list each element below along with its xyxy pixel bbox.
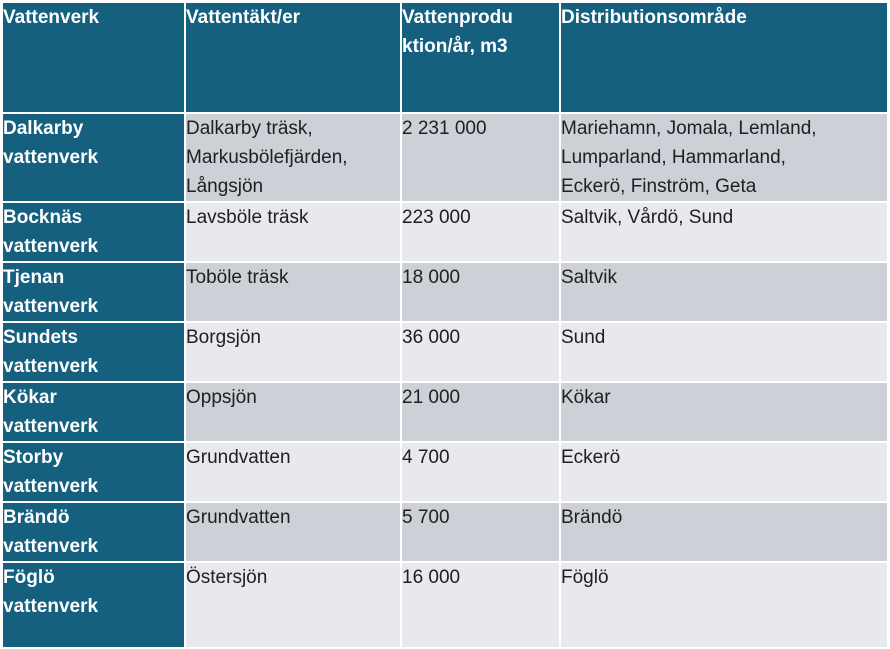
area-text: Lumparland, Hammarland, (561, 147, 786, 168)
plant-suffix: vattenverk (3, 356, 99, 377)
plant-name: Kökar (3, 387, 57, 408)
production-cell (402, 383, 559, 441)
plant-name-cell (3, 443, 184, 501)
area-cell (561, 383, 887, 441)
plant-name-cell (3, 503, 184, 561)
water-plants-table (1, 1, 889, 649)
plant-suffix: vattenverk (3, 596, 99, 617)
source-cell (186, 563, 400, 647)
plant-suffix: vattenverk (3, 236, 99, 257)
plant-name: Föglö (3, 567, 55, 588)
area-cell (561, 263, 887, 321)
plant-name-cell (3, 563, 184, 647)
production-value: 4 700 (402, 447, 450, 468)
production-cell (402, 263, 559, 321)
plant-name-cell (3, 203, 184, 261)
plant-suffix: vattenverk (3, 147, 99, 168)
area-cell (561, 443, 887, 501)
source-text: Östersjön (186, 567, 268, 588)
plant-suffix: vattenverk (3, 416, 99, 437)
plant-name-cell (3, 323, 184, 381)
source-cell (186, 263, 400, 321)
source-cell (186, 443, 400, 501)
area-text: Saltvik, Vårdö, Sund (561, 207, 734, 228)
area-cell (561, 503, 887, 561)
production-value: 2 231 000 (402, 118, 487, 139)
production-value: 18 000 (402, 267, 461, 288)
plant-name: Dalkarby (3, 118, 84, 139)
production-cell (402, 323, 559, 381)
production-cell (402, 203, 559, 261)
source-text: Markusbölefjärden, (186, 147, 348, 168)
table-row (3, 263, 887, 321)
source-text: Långsjön (186, 176, 264, 197)
table-row (3, 563, 887, 647)
source-text: Grundvatten (186, 447, 291, 468)
plant-name: Sundets (3, 327, 78, 348)
plant-name-cell (3, 263, 184, 321)
source-text: Oppsjön (186, 387, 257, 408)
table-row (3, 443, 887, 501)
source-text: Dalkarby träsk, (186, 118, 313, 139)
area-text: Brändö (561, 507, 623, 528)
plant-name: Storby (3, 447, 64, 468)
production-cell (402, 443, 559, 501)
area-text: Eckerö, Finström, Geta (561, 176, 757, 197)
area-text: Saltvik (561, 267, 617, 288)
source-text: Toböle träsk (186, 267, 289, 288)
production-cell (402, 114, 559, 201)
source-text: Lavsböle träsk (186, 207, 309, 228)
table-row (3, 503, 887, 561)
source-cell (186, 114, 400, 201)
plant-name: Brändö (3, 507, 70, 528)
source-cell (186, 383, 400, 441)
source-cell (186, 203, 400, 261)
production-value: 223 000 (402, 207, 471, 228)
header-vattentakt: Vattentäkt/er (186, 3, 400, 112)
area-cell (561, 114, 887, 201)
area-cell (561, 563, 887, 647)
production-value: 16 000 (402, 567, 461, 588)
source-cell (186, 503, 400, 561)
area-text: Sund (561, 327, 606, 348)
area-text: Kökar (561, 387, 611, 408)
area-text: Mariehamn, Jomala, Lemland, (561, 118, 817, 139)
plant-name: Bocknäs (3, 207, 83, 228)
table-row (3, 114, 887, 201)
plant-name-cell (3, 383, 184, 441)
area-text: Eckerö (561, 447, 621, 468)
table-row (3, 323, 887, 381)
plant-suffix: vattenverk (3, 296, 99, 317)
source-text: Borgsjön (186, 327, 261, 348)
plant-suffix: vattenverk (3, 476, 99, 497)
header-row (3, 3, 887, 112)
header-vattenproduktion-line1: Vattenprodu (402, 7, 513, 28)
header-vattenverk: Vattenverk (3, 3, 184, 112)
area-text: Föglö (561, 567, 609, 588)
plant-name-cell (3, 114, 184, 201)
production-value: 5 700 (402, 507, 450, 528)
source-cell (186, 323, 400, 381)
area-cell (561, 203, 887, 261)
table-row (3, 203, 887, 261)
production-cell (402, 503, 559, 561)
production-value: 21 000 (402, 387, 461, 408)
source-text: Grundvatten (186, 507, 291, 528)
area-cell (561, 323, 887, 381)
production-cell (402, 563, 559, 647)
table-row (3, 383, 887, 441)
plant-name: Tjenan (3, 267, 65, 288)
header-vattenproduktion-line2: ktion/år, m3 (402, 36, 508, 57)
header-distributionsomrade: Distributionsområde (561, 3, 887, 112)
plant-suffix: vattenverk (3, 536, 99, 557)
production-value: 36 000 (402, 327, 461, 348)
header-vattenproduktion (402, 3, 559, 112)
